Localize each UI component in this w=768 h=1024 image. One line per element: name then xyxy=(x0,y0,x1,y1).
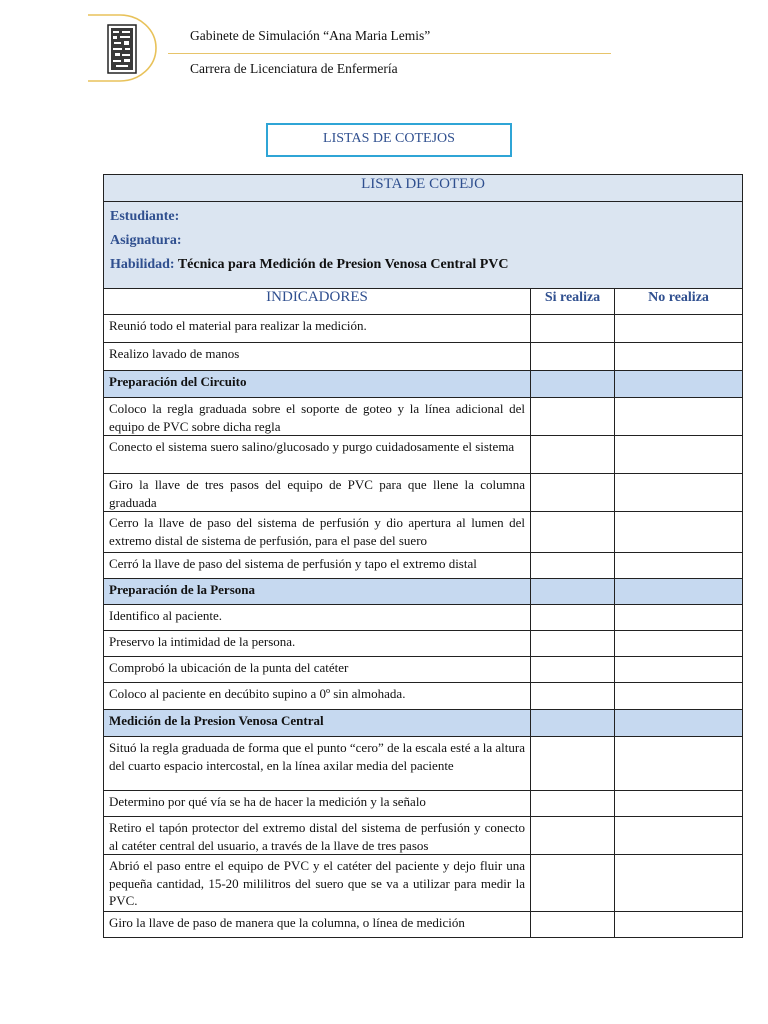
indicator-text: Preservo la intimidad de la persona. xyxy=(104,631,531,657)
yes-cell xyxy=(531,710,615,737)
yes-cell[interactable] xyxy=(531,657,615,683)
student-label: Estudiante: xyxy=(110,209,180,224)
indicator-text: Coloco la regla graduada sobre el soporte de goteo y la línea adicional del equipo de PVC sobre dicha regla xyxy=(104,398,531,436)
yes-cell[interactable] xyxy=(531,855,615,912)
no-cell xyxy=(615,579,743,605)
institution-logo xyxy=(86,13,162,83)
section-heading: Preparación de la Persona xyxy=(104,579,531,605)
yes-cell[interactable] xyxy=(531,631,615,657)
no-cell[interactable] xyxy=(615,512,743,553)
no-header: No realiza xyxy=(615,289,743,315)
indicator-text: Reunió todo el material para realizar la medición. xyxy=(104,315,531,343)
no-cell[interactable] xyxy=(615,553,743,579)
indicator-text: Determino por qué vía se ha de hacer la medición y la señalo xyxy=(104,791,531,817)
no-cell[interactable] xyxy=(615,605,743,631)
indicator-text: Conecto el sistema suero salino/glucosado y purgo cuidadosamente el sistema xyxy=(104,436,531,474)
yes-cell xyxy=(531,579,615,605)
no-cell[interactable] xyxy=(615,817,743,855)
indicator-text: Cerro la llave de paso del sistema de perfusión y dio apertura al lumen del extremo distal de sistema de perfusión, para el pase del suero xyxy=(104,512,531,553)
indicator-text: Realizo lavado de manos xyxy=(104,343,531,371)
yes-cell[interactable] xyxy=(531,912,615,938)
yes-header: Si realiza xyxy=(531,289,615,315)
yes-cell[interactable] xyxy=(531,737,615,791)
no-cell xyxy=(615,710,743,737)
no-cell[interactable] xyxy=(615,343,743,371)
yes-cell[interactable] xyxy=(531,791,615,817)
section-heading: Medición de la Presion Venosa Central xyxy=(104,710,531,737)
indicator-text: Retiro el tapón protector del extremo distal del sistema de perfusión y conecto al catéter central del usuario, a través de la llave de tres pasos xyxy=(104,817,531,855)
yes-cell xyxy=(531,371,615,398)
indicator-text: Cerró la llave de paso del sistema de perfusión y tapo el extremo distal xyxy=(104,553,531,579)
no-cell[interactable] xyxy=(615,737,743,791)
table-banner: LISTA DE COTEJO xyxy=(104,175,743,202)
no-cell[interactable] xyxy=(615,315,743,343)
section-heading: Preparación del Circuito xyxy=(104,371,531,398)
header-line-2: Carrera de Licenciatura de Enfermería xyxy=(190,61,398,76)
no-cell[interactable] xyxy=(615,631,743,657)
yes-cell[interactable] xyxy=(531,474,615,512)
no-cell[interactable] xyxy=(615,398,743,436)
header-line-1: Gabinete de Simulación “Ana Maria Lemis” xyxy=(190,28,431,43)
yes-cell[interactable] xyxy=(531,315,615,343)
yes-cell[interactable] xyxy=(531,817,615,855)
no-cell[interactable] xyxy=(615,436,743,474)
no-cell xyxy=(615,371,743,398)
indicators-header: INDICADORES xyxy=(104,289,531,315)
yes-cell[interactable] xyxy=(531,683,615,710)
indicator-text: Comprobó la ubicación de la punta del catéter xyxy=(104,657,531,683)
yes-cell[interactable] xyxy=(531,343,615,371)
no-cell[interactable] xyxy=(615,683,743,710)
yes-cell[interactable] xyxy=(531,512,615,553)
header-divider xyxy=(168,53,611,54)
document-title: LISTAS DE COTEJOS xyxy=(266,123,512,157)
indicator-text: Identifico al paciente. xyxy=(104,605,531,631)
yes-cell[interactable] xyxy=(531,553,615,579)
skill-label: Habilidad: xyxy=(110,257,175,272)
indicator-text: Situó la regla graduada de forma que el punto “cero” de la escala esté a la altura del cuarto espacio intercostal, en la línea axilar media del paciente xyxy=(104,737,531,791)
checklist-table xyxy=(103,174,743,938)
indicator-text: Coloco al paciente en decúbito supino a 0º sin almohada. xyxy=(104,683,531,710)
student-info-block xyxy=(104,202,743,289)
no-cell[interactable] xyxy=(615,791,743,817)
indicator-text: Abrió el paso entre el equipo de PVC y el catéter del paciente y dejo fluir una pequeña cantidad, 15-20 mililitros del suero que se va a utilizar para medir la PVC. xyxy=(104,855,531,912)
skill-value: Técnica para Medición de Presion Venosa Central PVC xyxy=(177,257,509,272)
subject-label: Asignatura: xyxy=(110,233,182,248)
yes-cell[interactable] xyxy=(531,398,615,436)
no-cell[interactable] xyxy=(615,855,743,912)
yes-cell[interactable] xyxy=(531,436,615,474)
no-cell[interactable] xyxy=(615,474,743,512)
no-cell[interactable] xyxy=(615,912,743,938)
indicator-text: Giro la llave de tres pasos del equipo de PVC para que llene la columna graduada xyxy=(104,474,531,512)
indicator-text: Giro la llave de paso de manera que la columna, o línea de medición xyxy=(104,912,531,938)
no-cell[interactable] xyxy=(615,657,743,683)
yes-cell[interactable] xyxy=(531,605,615,631)
